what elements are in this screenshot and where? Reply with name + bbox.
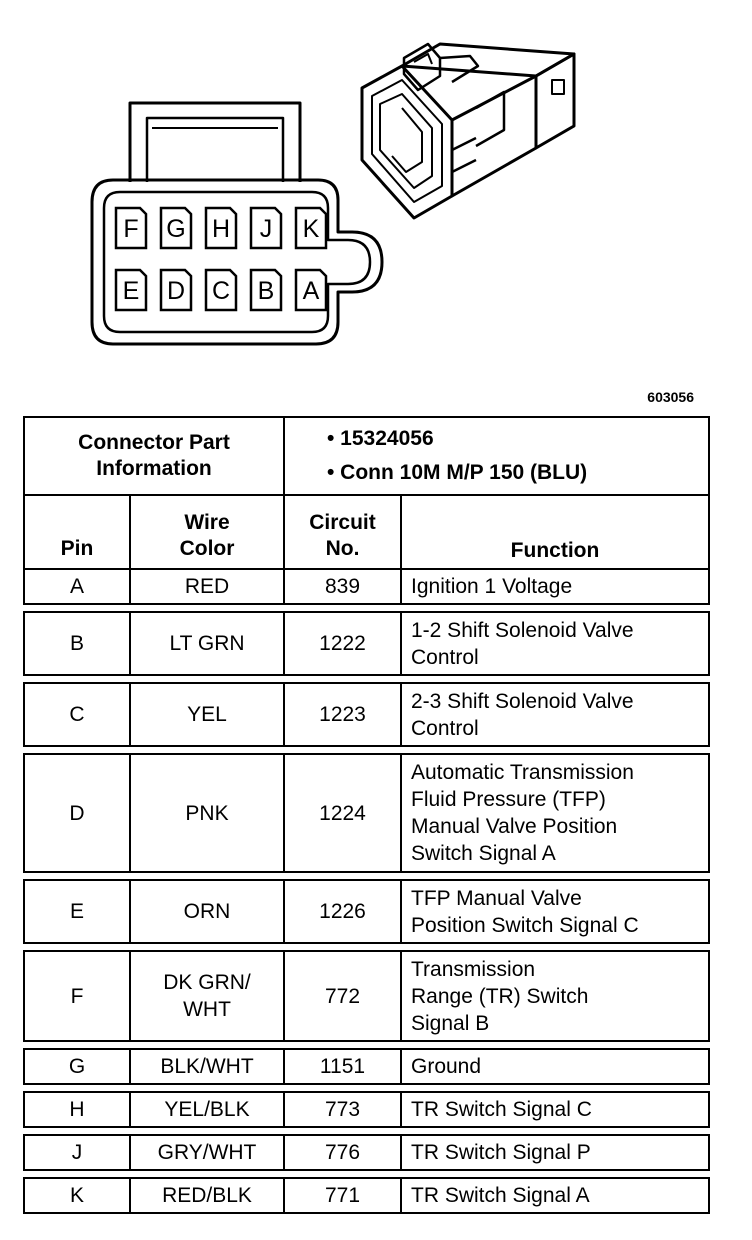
face-pin-label: C (211, 277, 231, 305)
function-cell-line: TFP Manual Valve (411, 886, 582, 910)
function-cell-line: Fluid Pressure (TFP) (411, 788, 606, 811)
connector-description: • Conn 10M M/P 150 (BLU) (327, 461, 588, 484)
part-info-label (24, 417, 284, 495)
wire-color-cell (130, 1049, 284, 1084)
function-cell-line: TR Switch Signal P (411, 1141, 591, 1164)
row-gap (24, 943, 709, 951)
face-pins-bottom (116, 270, 326, 310)
face-pin-a (296, 270, 326, 310)
face-pin-e (116, 270, 146, 310)
face-pin-g (161, 208, 191, 248)
pin-cell: K (24, 1178, 130, 1213)
function-cell-line: Control (411, 645, 479, 669)
circuit-cell: 773 (284, 1092, 401, 1127)
function-cell-line: Signal B (411, 1011, 490, 1035)
row-gap (24, 872, 709, 880)
face-pin-j (251, 208, 281, 248)
pin-cell: E (24, 880, 130, 943)
face-pin-label: G (166, 215, 186, 243)
circuit-cell: 839 (284, 569, 401, 604)
table-row (24, 569, 709, 604)
table-row (24, 880, 709, 943)
face-pin-label: D (166, 277, 186, 305)
wire-color-cell-line: DK GRN/ (163, 971, 251, 994)
pin-cell: A (24, 569, 130, 604)
header-wire-color: Wire Color (130, 495, 284, 569)
function-cell-line: Automatic Transmission (411, 761, 634, 784)
circuit-cell: 776 (284, 1135, 401, 1170)
face-pin-label: H (211, 215, 231, 243)
wire-color-cell (130, 880, 284, 943)
table-row (24, 1135, 709, 1170)
function-cell-line: TR Switch Signal A (411, 1184, 590, 1207)
function-cell-line: Manual Valve Position (411, 815, 618, 838)
row-gap (24, 746, 709, 754)
circuit-cell: 772 (284, 951, 401, 1041)
connector-info-table (23, 416, 710, 1214)
connector-isometric-view (362, 44, 574, 218)
wire-color-cell (130, 683, 284, 746)
circuit-cell: 1224 (284, 754, 401, 872)
function-cell (401, 1135, 709, 1170)
row-gap (24, 1127, 709, 1135)
table-row (24, 683, 709, 746)
wire-color-cell (130, 1135, 284, 1170)
circuit-cell: 1223 (284, 683, 401, 746)
part-info-label-line1: Connector Part (78, 431, 230, 454)
function-cell (401, 612, 709, 675)
wire-color-cell-line: PNK (185, 801, 229, 825)
function-cell (401, 880, 709, 943)
function-cell (401, 1178, 709, 1213)
header-pin: Pin (24, 495, 130, 569)
row-gap (24, 1041, 709, 1049)
face-pin-label: B (257, 277, 275, 305)
connector-illustration (0, 0, 752, 400)
wire-color-cell-line: ORN (183, 900, 231, 923)
wire-color-cell-line: YEL/BLK (164, 1098, 250, 1121)
row-gap (24, 675, 709, 683)
function-cell (401, 1092, 709, 1127)
function-cell-line: Position Switch Signal C (411, 913, 639, 937)
face-pin-k (296, 208, 326, 248)
table-row (24, 1178, 709, 1213)
function-cell-line: Ground (411, 1055, 482, 1078)
table-row (24, 1092, 709, 1127)
wire-color-cell-line: LT GRN (169, 632, 245, 655)
wire-color-cell (130, 569, 284, 604)
face-pin-f (116, 208, 146, 248)
face-pins-top (116, 208, 326, 248)
circuit-cell: 771 (284, 1178, 401, 1213)
function-cell-line: 1-2 Shift Solenoid Valve (411, 618, 634, 642)
wire-color-cell (130, 1092, 284, 1127)
function-cell (401, 569, 709, 604)
pin-cell: B (24, 612, 130, 675)
part-info-label-line2: Information (96, 457, 212, 480)
wire-color-cell (130, 612, 284, 675)
function-cell-line: Transmission (411, 957, 536, 981)
pin-cell: G (24, 1049, 130, 1084)
part-number: • 15324056 (327, 427, 434, 450)
face-pin-label: E (122, 277, 140, 305)
row-gap (24, 1084, 709, 1092)
wire-color-cell-line: GRY/WHT (157, 1141, 257, 1164)
function-cell-line: Ignition 1 Voltage (411, 575, 573, 598)
row-gap (24, 604, 709, 612)
function-cell-line: 2-3 Shift Solenoid Valve (411, 689, 634, 713)
function-cell-line: TR Switch Signal C (411, 1098, 592, 1121)
part-info-values (284, 417, 709, 495)
wire-color-cell-line: YEL (187, 703, 227, 726)
wire-color-cell-line: WHT (183, 998, 231, 1021)
face-pin-h (206, 208, 236, 248)
pin-cell: C (24, 683, 130, 746)
table-row (24, 951, 709, 1041)
face-pin-c (206, 270, 236, 310)
face-pin-label: K (302, 215, 320, 243)
face-pin-d (161, 270, 191, 310)
face-pin-label: J (259, 215, 273, 243)
function-cell (401, 754, 709, 872)
function-cell (401, 1049, 709, 1084)
function-cell (401, 951, 709, 1041)
circuit-cell: 1222 (284, 612, 401, 675)
table-row (24, 754, 709, 872)
wire-color-cell (130, 951, 284, 1041)
reference-number: 603056 (647, 389, 694, 405)
column-header-row (24, 495, 709, 569)
table-row (24, 612, 709, 675)
function-cell (401, 683, 709, 746)
face-pin-label: A (302, 277, 320, 305)
wire-color-cell-line: BLK/WHT (160, 1055, 254, 1078)
function-cell-line: Range (TR) Switch (411, 984, 589, 1008)
header-function: Function (401, 495, 709, 569)
wire-color-cell (130, 754, 284, 872)
wire-color-cell-line: RED (184, 575, 230, 598)
function-cell-line: Control (411, 716, 479, 740)
pin-cell: F (24, 951, 130, 1041)
header-circuit-no: Circuit No. (284, 495, 401, 569)
pin-cell: J (24, 1135, 130, 1170)
table-row (24, 1049, 709, 1084)
part-info-row (24, 417, 709, 495)
wire-color-cell (130, 1178, 284, 1213)
circuit-cell: 1226 (284, 880, 401, 943)
pin-cell: D (24, 754, 130, 872)
circuit-cell: 1151 (284, 1049, 401, 1084)
row-gap (24, 1170, 709, 1178)
pin-cell: H (24, 1092, 130, 1127)
face-pin-label: F (123, 215, 139, 243)
wire-color-cell-line: RED/BLK (162, 1184, 252, 1207)
face-pin-b (251, 270, 281, 310)
function-cell-line: Switch Signal A (411, 842, 556, 865)
